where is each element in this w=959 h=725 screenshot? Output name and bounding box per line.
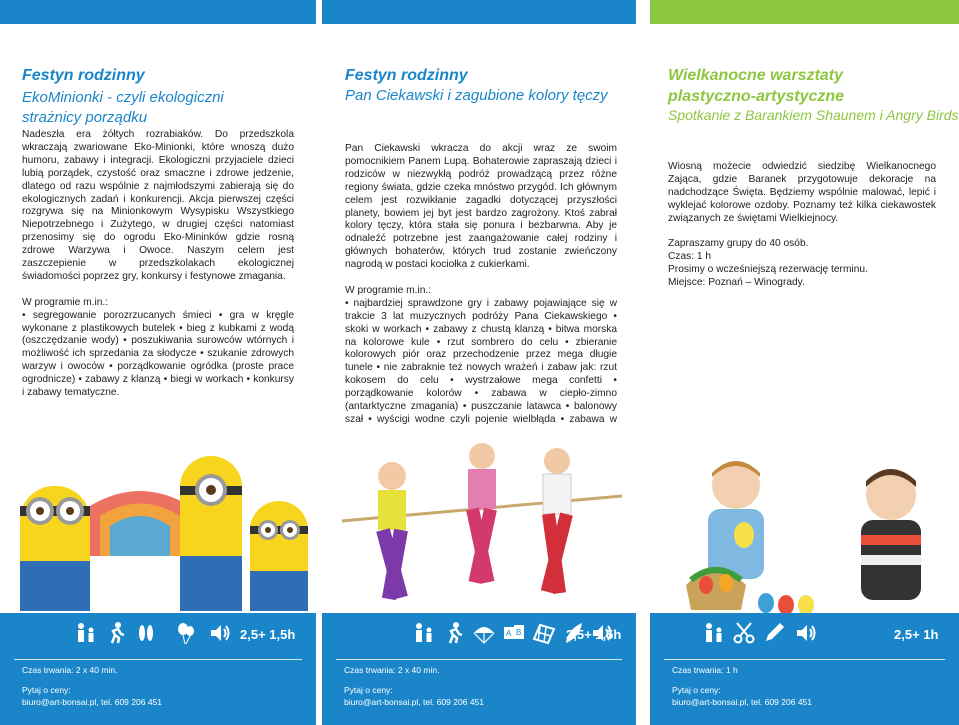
description <box>668 161 936 290</box>
title-line-2: plastyczno-artystyczne <box>668 88 845 105</box>
place-text: Miejsce: Poznań – Winogrady. <box>668 277 805 289</box>
parachute-icon <box>472 621 496 645</box>
tunnel-icon <box>532 621 556 645</box>
tug-of-war-photo <box>332 426 632 616</box>
column-ekominionki <box>0 0 320 725</box>
contact-info[interactable]: biuro@art-bonsai.pl, tel. 609 206 451 <box>344 697 484 707</box>
top-bar <box>650 0 959 24</box>
title: Festyn rodzinny <box>345 67 468 84</box>
footer <box>322 613 636 725</box>
puzzle-blocks-icon <box>502 621 526 645</box>
family-icon <box>412 621 436 645</box>
footer-divider <box>664 659 945 660</box>
subtitle-line-1: EkoMinionki - czyli ekologiczni <box>22 89 224 106</box>
subtitle: Spotkanie z Barankiem Shaunem i Angry Birds <box>668 107 959 123</box>
contact-info[interactable]: biuro@art-bonsai.pl, tel. 609 206 451 <box>672 697 812 707</box>
description <box>345 143 617 453</box>
program-label: W programie m.in.: <box>22 296 109 308</box>
intro-paragraph: Nadeszła era żółtych rozrabiaków. Do przedszkola wkraczają zwariowane Eko-Minionki, które wnoszą dużo humoru, zabawy i integracji. Ekologiczni przyjaciele dzieci lubią porządek, czystość oraz smaczne i zdrowe jedzenie, dlatego od razu wspólnie z najmłodszymi zabierają się do ekologicznych zadań i konkurencji. Akcja pierwszej części rozgrywa się na Minionkowym Wysypisku Wszystkiego Niepotrzebnego i Zużytego, w drugiej części natomiast przenosimy się do ogrodu Eko-Mininków gdzie rosną zdrowe Warzywa i Owoce. Naszym celem jest zaszczepienie w przedszkolakach ekologicznej świadomości poprzez gry, konkursy i festynowe zmagania. <box>22 129 294 282</box>
duration-text: Czas trwania: 2 x 40 min. <box>344 665 440 675</box>
footer <box>650 613 959 725</box>
program-list: • segregowanie porozrzucanych śmieci • gra w kręgle wykonane z plastikowych butelek • bieg z kubkami z wodą (oszczędzanie wody) • poszukiwania surowców wtórnych i możliwość ich sprzedania za słodycze • szukanie zdrowych warzyw i owoców • porządkowanie ogródka (proste prace ogrodnicze) • zabawy z klanzą • biegi w workach • konkursy i zabawy tematyczne. <box>22 309 294 399</box>
svg-text:B: B <box>516 628 522 637</box>
duration-text: Czas trwania: 2 x 40 min. <box>22 665 118 675</box>
footer-divider <box>14 659 302 660</box>
footer-divider <box>336 659 622 660</box>
pencil-icon <box>762 621 786 645</box>
groups-text: Zapraszamy grupy do 40 osób. <box>668 238 809 250</box>
top-bar <box>0 0 316 24</box>
age-duration: 2,5+ 1,5h <box>240 627 296 642</box>
speaker-icon <box>794 621 818 645</box>
description <box>22 129 294 400</box>
intro-paragraph: Pan Ciekawski wkracza do akcji wraz ze swoim pomocnikiem Panem Lupą. Bohaterowie zapraszają dzieci i rodziców w niezwykłą podróż prowadzącą przez różne regiony świata, gdzie czeka mnóstwo przygód. Ich głównym celem jest rozwikłanie zagadki dotyczącej przyszłości planety, bowiem jej byt jest bardzo zagrożony. Ktoś zabrał kolory tęczy, która stała się ponura i bezbarwna. Aby je odnaleźć potrzebne jest zaangażowanie całej rodziny i głównych bohaterów, których trud zostanie zwieńczony nagrodą w postaci kociołka z cukierkami. <box>345 143 617 271</box>
price-inquiry: Pytaj o ceny: <box>22 685 71 695</box>
column-wielkanocne-warsztaty <box>646 0 959 725</box>
duration-text: Czas trwania: 1 h <box>672 665 738 675</box>
speaker-icon <box>208 621 232 645</box>
price-inquiry: Pytaj o ceny: <box>672 685 721 695</box>
column-pan-ciekawski <box>322 0 640 725</box>
bowling-icon <box>134 621 158 645</box>
subtitle-line-2: strażnicy porządku <box>22 109 148 126</box>
easter-craft-photo <box>646 435 959 615</box>
running-child-icon <box>442 621 466 645</box>
intro-paragraph: Wiosną możecie odwiedzić siedzibę Wielkanocnego Zająca, gdzie Baranek przygotowuje dekoracje na nadchodzące Święta. Będziemy wspólnie malować, lepić i wyklejać kolorowe ozdoby. Poznamy też kilka ciekawostek związanych ze świętami Wielkiejnocy. <box>668 161 936 224</box>
price-inquiry: Pytaj o ceny: <box>344 685 393 695</box>
title-line-1: Wielkanocne warsztaty <box>668 67 844 84</box>
reservation-notice: Prosimy o wcześniejszą rezerwację terminu. <box>668 264 868 276</box>
program-label: W programie m.in.: <box>345 284 432 296</box>
minions-photo <box>0 446 318 616</box>
top-bar <box>322 0 636 24</box>
family-icon <box>74 621 98 645</box>
contact-info[interactable]: biuro@art-bonsai.pl, tel. 609 206 451 <box>22 697 162 707</box>
balloons-icon <box>174 621 198 645</box>
age-duration: 2,5+ 1,5h <box>566 627 622 642</box>
running-child-icon <box>104 621 128 645</box>
svg-text:A: A <box>506 629 512 638</box>
age-duration: 2,5+ 1h <box>894 627 939 642</box>
family-icon <box>702 621 726 645</box>
title: Festyn rodzinny <box>22 67 145 84</box>
program-list: • najbardziej sprawdzone gry i zabawy pojawiające się w trakcie 3 lat muzycznych podróży Pana Ciekawskiego • skoki w workach • zabawy z chustą klanzą • bitwa morska na kolorowe kule • rzut sombrero do celu • zbieranie kolorowych piór oraz przechodzenie przez mega długie tunele • nie zabraknie też nowych wrażeń i zabaw jak: rzut kokosem do celu • wystrzałowe mega confetti • porządkowanie kolorów • zabawa w ciepło-zimno (antarktyczne zmagania) • puszczanie latawca • balonowy szał • wyścigi wodne czyli pojenie wielbłąda • zabawa w <box>345 297 617 426</box>
scissors-icon <box>732 621 756 645</box>
subtitle: Pan Ciekawski i zagubione kolory tęczy <box>345 87 608 104</box>
footer <box>0 613 316 725</box>
time-text: Czas: 1 h <box>668 251 712 263</box>
